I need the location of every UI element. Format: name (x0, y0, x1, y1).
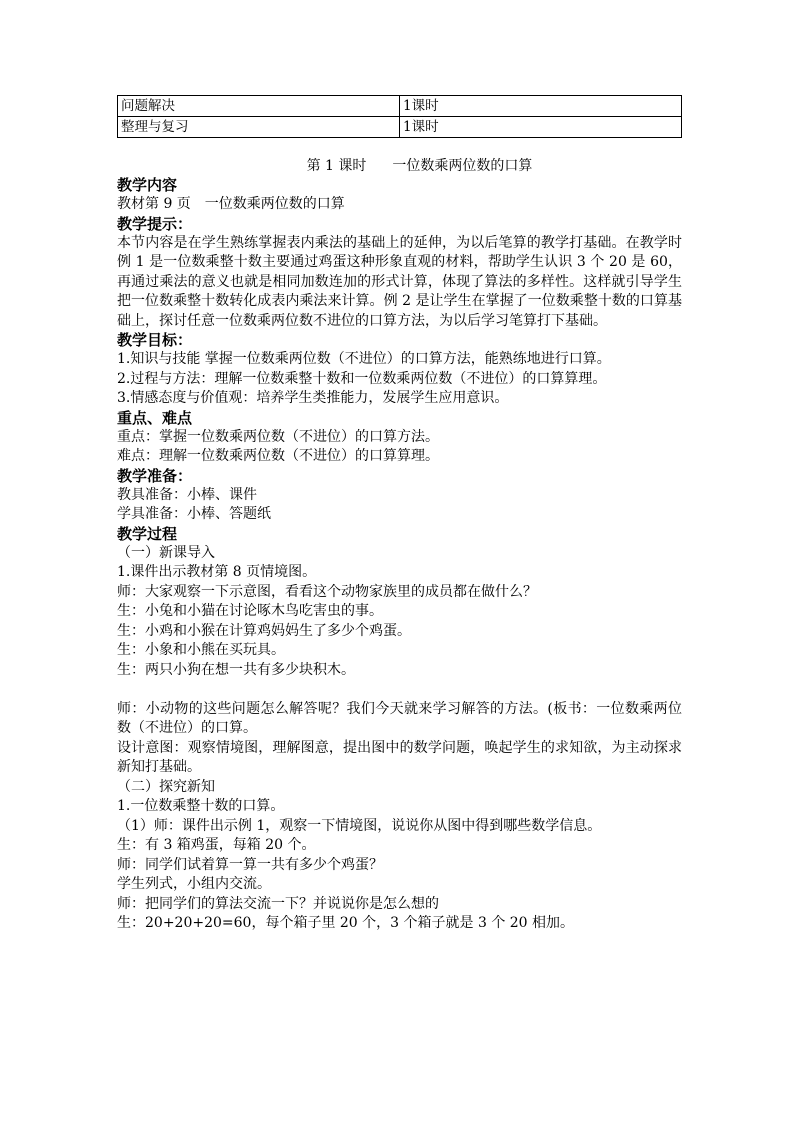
lesson-body (117, 176, 682, 934)
prep-heading: 教学准备： (117, 466, 193, 485)
goal-item: 3.情感态度与价值观：培养学生类推能力，发展学生应用意识。 (117, 390, 509, 406)
table-cell-hours: 1课时 (400, 96, 682, 117)
schedule-table (117, 95, 682, 138)
keys-heading: 重点、难点 (117, 408, 193, 427)
goal-item: 1.知识与技能 掌握一位数乘两位数（不进位）的口算方法，能熟练地进行口算。 (117, 351, 611, 367)
lesson-title (117, 156, 682, 176)
dialogue-line: 学生列式，小组内交流。 (117, 876, 271, 892)
lesson-topic: 一位数乘两位数的口算 (392, 158, 533, 174)
difficulty-point: 难点：理解一位数乘两位数（不进位）的口算算理。 (117, 448, 439, 464)
table-cell-name: 整理与复习 (118, 117, 400, 138)
dialogue-line: 生：有 3 箱鸡蛋，每箱 20 个。 (117, 837, 316, 853)
goal-item: 2.过程与方法：理解一位数乘整十数和一位数乘两位数（不进位）的口算算理。 (117, 370, 607, 387)
table-row (118, 96, 682, 117)
dialogue-line: 师：大家观察一下示意图，看看这个动物家族里的成员都在做什么？ (117, 583, 537, 600)
table-cell-name: 问题解决 (118, 96, 400, 117)
document-page (117, 95, 682, 934)
teacher-prep: 教具准备：小棒、课件 (117, 486, 257, 503)
process-heading: 教学过程 (117, 524, 178, 543)
hints-heading: 教学提示： (117, 214, 193, 233)
goals-heading: 教学目标： (117, 331, 193, 349)
table-row (118, 117, 682, 138)
step-line: 1.课件出示教材第 8 页情境图。 (117, 564, 317, 580)
dialogue-line: 生：20+20+20=60，每个箱子里 20 个，3 个箱子就是 3 个 20 相加。 (117, 915, 575, 931)
step-line: 1.一位数乘整十数的口算。 (117, 798, 285, 814)
dialogue-line: 师：把同学们的算法交流一下？并说说你是怎么想的 (117, 895, 439, 912)
content-text: 教材第 9 页 一位数乘两位数的口算 (117, 196, 345, 212)
key-point: 重点：掌握一位数乘两位数（不进位）的口算方法。 (117, 428, 439, 445)
design-intent: 设计意图：观察情境图，理解图意，提出图中的数学问题，唤起学生的求知欲，为主动探求新知打基础。 (117, 739, 682, 775)
lesson-period: 第 1 课时 (306, 158, 367, 174)
dialogue-line: 生：两只小狗在想一共有多少块积木。 (117, 661, 355, 678)
content-heading: 教学内容 (117, 176, 178, 194)
student-prep: 学具准备：小棒、答题纸 (117, 506, 271, 522)
dialogue-paragraph: 师：小动物的这些问题怎么解答呢？我们今天就来学习解答的方法。(板书：一位数乘两位数（不进位）的口算。 (117, 700, 682, 736)
table-cell-hours: 1课时 (400, 117, 682, 138)
part-heading: （二）探究新知 (117, 778, 215, 795)
dialogue-line: 师：同学们试着算一算一共有多少个鸡蛋？ (117, 856, 383, 873)
dialogue-line: 生：小兔和小猫在讨论啄木鸟吃害虫的事。 (117, 603, 383, 619)
part-heading: （一）新课导入 (117, 544, 215, 561)
dialogue-line: （1）师：课件出示例 1，观察一下情境图，说说你从图中得到哪些数学信息。 (117, 817, 602, 834)
dialogue-line: 生：小象和小熊在买玩具。 (117, 642, 285, 658)
hints-paragraph: 本节内容是在学生熟练掌握表内乘法的基础上的延伸，为以后笔算的教学打基础。在教学时例 1 是一位数乘整十数主要通过鸡蛋这种形象直观的材料，帮助学生认识 3 个 20 是 60，再通过乘法的意义也就是相同加数连加的形式计算，体现了算法的多样性。这样就引导学生把一位数乘整十数转化成表内乘法来计算。例 2 是让学生在掌握了一位数乘整十数的口算基础上，探讨任意一位数乘两位数不进位的口算方法，为以后学习笔算打下基础。 (117, 234, 682, 329)
dialogue-line: 生：小鸡和小猴在计算鸡妈妈生了多少个鸡蛋。 (117, 622, 411, 639)
blank-line (117, 680, 682, 700)
